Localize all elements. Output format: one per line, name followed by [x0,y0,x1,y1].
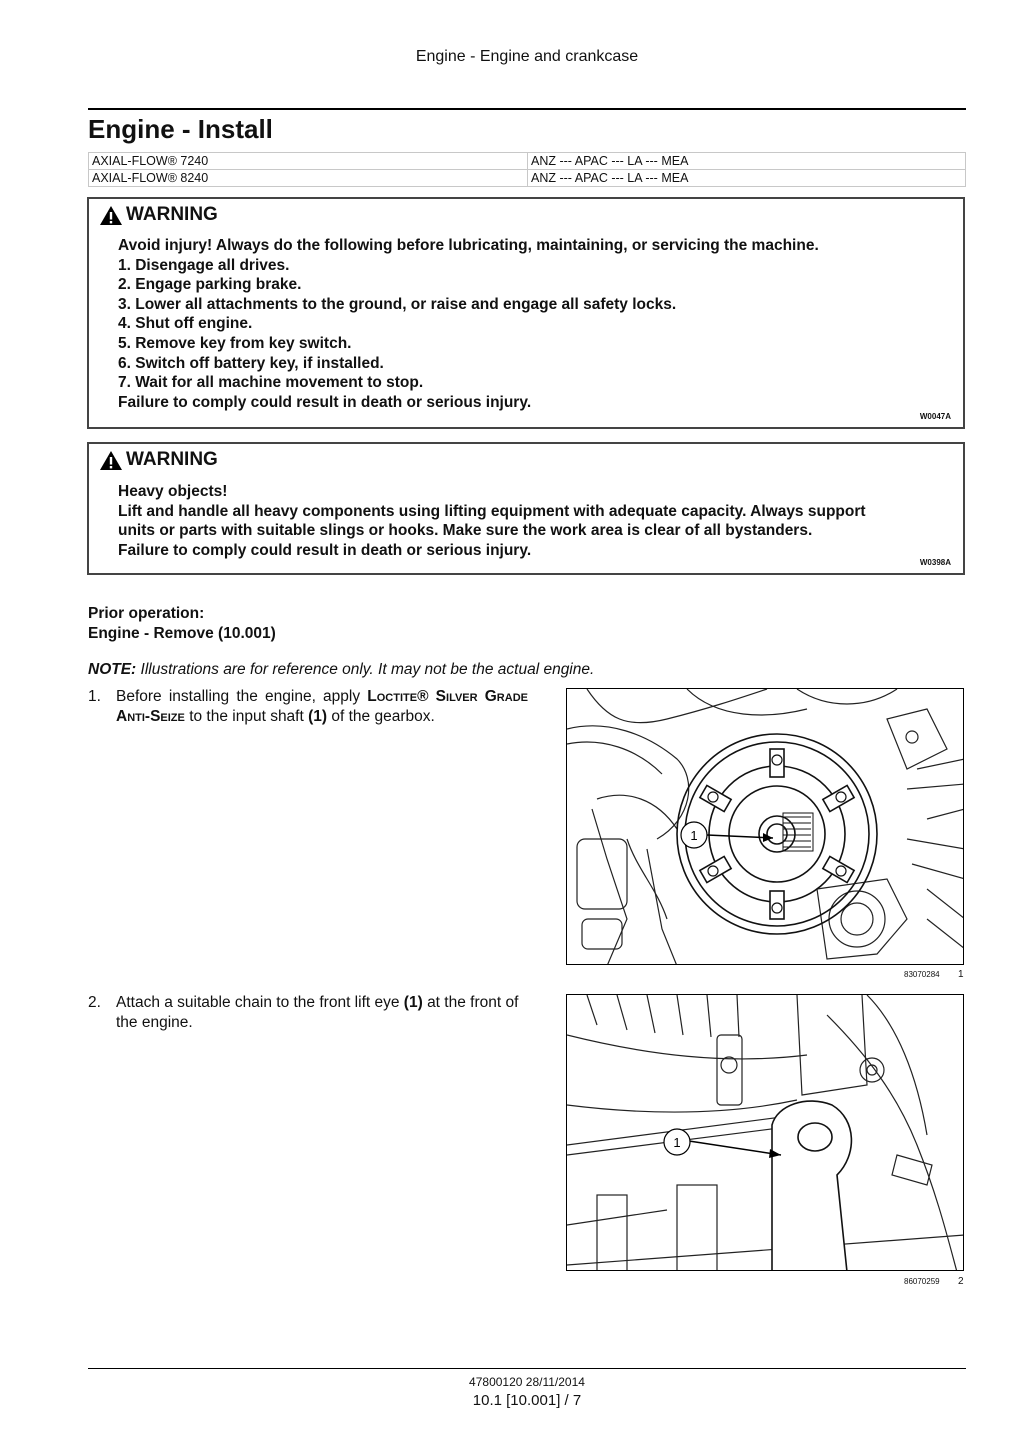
prior-operation-label: Prior operation: [88,605,205,622]
warning-box-heavy-objects [87,442,965,575]
warning-line: Lift and handle all heavy components using lifting equipment with adequate capacity. Always support [118,502,866,520]
warning-box-general [87,197,965,429]
warning-heading [99,449,218,471]
warning-text [118,482,866,560]
note-label: NOTE: [88,661,137,678]
step-text-part: Attach a suitable chain to the front lift eye [116,994,400,1011]
lift-eye-illustration [567,995,964,1271]
product-name: Loctite® Silver Grade Anti-Seize [116,688,528,725]
warning-line: 1. Disengage all drives. [118,256,290,274]
footer-rule [88,1368,966,1369]
step-text-part: of the gearbox. [331,708,435,725]
model-cell: AXIAL-FLOW® 8240 [89,170,528,187]
warning-line: 7. Wait for all machine movement to stop. [118,374,424,392]
warning-label: WARNING [126,449,218,470]
warning-line: 4. Shut off engine. [118,315,253,333]
warning-label: WARNING [126,204,218,225]
footer-doc-id: 47800120 28/11/2014 [469,1375,585,1389]
prior-operation-link[interactable]: Engine - Remove (10.001) [88,625,276,642]
figure-front-lift-eye [566,994,964,1271]
regions-cell: ANZ --- APAC --- LA --- MEA [528,170,966,187]
warning-line: Avoid injury! Always do the following before lubricating, maintaining, or servicing the machine. [118,237,819,254]
step-2 [88,993,528,1033]
page-title: Engine - Install [88,114,273,144]
gearbox-illustration [567,689,964,965]
step-text [116,993,528,1033]
warning-line: 2. Engage parking brake. [118,276,302,294]
applicability-table [88,152,966,187]
warning-heading [99,204,218,226]
table-row [89,153,966,170]
warning-line: 5. Remove key from key switch. [118,334,352,352]
warning-triangle-icon [99,205,123,226]
warning-triangle-icon [99,450,123,471]
warning-line: 6. Switch off battery key, if installed. [118,354,384,372]
warning-line: Failure to comply could result in death or serious injury. [118,393,532,411]
warning-code: W0398A [919,558,951,567]
regions-cell: ANZ --- APAC --- LA --- MEA [528,153,966,170]
warning-line: Heavy objects! [118,483,228,500]
step-text-part: at the front of the engine. [116,994,519,1031]
step-text-part: Before installing the engine, apply [116,688,361,705]
footer-page-number: 10.1 [10.001] / 7 [472,1392,582,1409]
prior-operation [88,604,276,644]
figure-code: 83070284 [904,970,940,979]
running-header: Engine - Engine and crankcase [415,48,639,65]
warning-line: 3. Lower all attachments to the ground, or raise and engage all safety locks. [118,295,677,313]
figure-callout: 1 [690,828,698,843]
figure-number: 2 [958,1276,964,1287]
step-number: 2. [88,994,101,1011]
step-number: 1. [88,688,101,705]
warning-code: W0047A [919,412,951,421]
figure-gearbox-input-shaft [566,688,964,965]
figure-number: 1 [958,969,964,980]
callout-ref: (1) [403,994,423,1011]
step-text [116,687,528,727]
table-row [89,170,966,187]
warning-line: Failure to comply could result in death or serious injury. [118,541,532,559]
callout-ref: (1) [308,708,328,725]
header-rule [88,108,966,110]
step-1 [88,687,528,727]
note [88,661,594,679]
warning-line: units or parts with suitable slings or hooks. Make sure the work area is clear of all bystanders. [118,522,813,540]
warning-text [118,236,819,412]
model-cell: AXIAL-FLOW® 7240 [89,153,528,170]
figure-code: 86070259 [904,1277,940,1286]
step-text-part: to the input shaft [189,708,304,725]
figure-callout: 1 [673,1135,681,1150]
note-text: Illustrations are for reference only. It may not be the actual engine. [140,661,595,678]
